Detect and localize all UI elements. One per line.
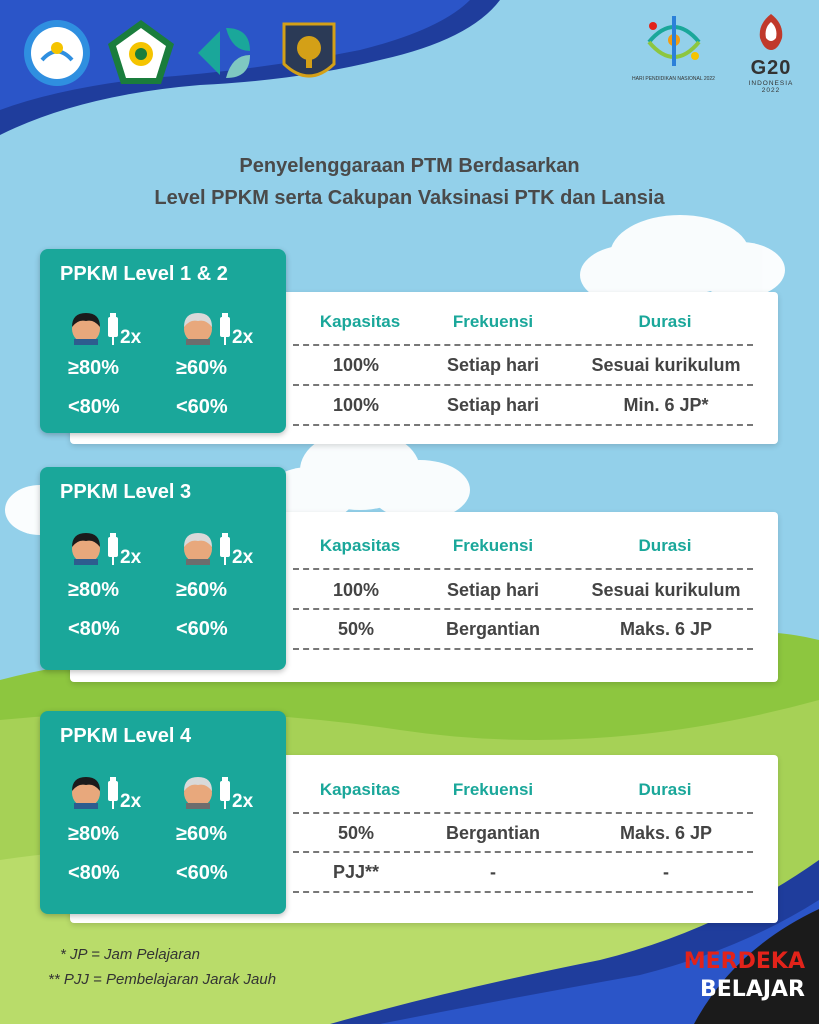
header-frekuensi: Frekuensi [452, 536, 534, 555]
header-frekuensi: Frekuensi [452, 780, 534, 799]
header-durasi: Durasi [638, 536, 692, 555]
header-kapasitas: Kapasitas [319, 536, 401, 555]
ptk-coverage: ≥80% [68, 579, 120, 601]
ptk-coverage: <80% [68, 396, 120, 418]
merdeka-text: MERDEKA [683, 949, 805, 974]
cell-durasi: Sesuai kurikulum [591, 580, 741, 600]
header-frekuensi: Frekuensi [452, 312, 534, 331]
cell-frekuensi: Setiap hari [446, 395, 540, 415]
footnote-pjj: ** PJJ = Pembelajaran Jarak Jauh [48, 971, 277, 988]
dose-label: 2x [120, 547, 142, 568]
level-title: PPKM Level 4 [60, 725, 192, 747]
elderly-face-icon [180, 773, 216, 809]
hari-pendidikan-nasional-logo [626, 12, 721, 82]
teacher-face-icon [68, 529, 104, 565]
row-divider [293, 424, 753, 426]
level-title: PPKM Level 1 & 2 [60, 263, 228, 285]
level-title: PPKM Level 3 [60, 481, 192, 503]
kemenpan-logo-icon [274, 18, 344, 88]
header-durasi: Durasi [638, 780, 692, 799]
g20-title: G20 [750, 57, 792, 79]
g20-year: 2022 [761, 87, 781, 94]
level-1-2-panel [40, 249, 286, 433]
syringe-icon [106, 533, 120, 565]
cell-kapasitas: 100% [332, 395, 380, 415]
logo-group-right [626, 12, 801, 94]
header-durasi: Durasi [638, 312, 692, 331]
row-divider [293, 568, 753, 570]
cell-frekuensi: - [490, 862, 496, 882]
level-3-panel [40, 467, 286, 670]
ptk-coverage: ≥80% [68, 357, 120, 379]
hpn-label: HARI PENDIDIKAN NASIONAL 2022 [632, 76, 715, 82]
g20-logo [741, 12, 801, 94]
syringe-icon [218, 313, 232, 345]
logo-group-left [22, 18, 344, 88]
cell-durasi: Maks. 6 JP [619, 823, 713, 843]
cell-kapasitas: PJJ** [332, 862, 380, 882]
ptk-coverage: ≥80% [68, 823, 120, 845]
lansia-coverage: ≥60% [176, 823, 228, 845]
header-kapasitas: Kapasitas [319, 780, 401, 799]
cell-frekuensi: Setiap hari [446, 580, 540, 600]
cell-kapasitas: 100% [332, 580, 380, 600]
lansia-coverage: <60% [176, 618, 228, 640]
teacher-face-icon [68, 773, 104, 809]
dose-label: 2x [232, 791, 254, 812]
lansia-coverage: <60% [176, 862, 228, 884]
page-title-line1: Penyelenggaraan PTM Berdasarkan [239, 155, 580, 177]
cell-kapasitas: 100% [332, 355, 380, 375]
dose-label: 2x [120, 791, 142, 812]
syringe-icon [106, 313, 120, 345]
g20-kayon-icon [756, 12, 786, 52]
dose-label: 2x [232, 327, 254, 348]
ptk-coverage: <80% [68, 862, 120, 884]
cell-durasi: - [663, 862, 669, 882]
syringe-icon [218, 777, 232, 809]
belajar-text: BELAJAR [700, 977, 805, 1002]
ptk-coverage: <80% [68, 618, 120, 640]
syringe-icon [218, 533, 232, 565]
elderly-face-icon [180, 529, 216, 565]
cell-kapasitas: 50% [337, 619, 375, 639]
kemenkes-logo-icon [190, 18, 260, 88]
syringe-icon [106, 777, 120, 809]
lansia-coverage: ≥60% [176, 579, 228, 601]
lansia-coverage: ≥60% [176, 357, 228, 379]
kemendikbud-logo-icon [22, 18, 92, 88]
merdeka-belajar-logo [684, 948, 805, 1004]
cell-durasi: Sesuai kurikulum [591, 355, 741, 375]
row-divider [293, 891, 753, 893]
cell-frekuensi: Bergantian [445, 619, 541, 639]
cell-frekuensi: Bergantian [445, 823, 541, 843]
footnote-jp: * JP = Jam Pelajaran [60, 946, 200, 963]
cell-kapasitas: 50% [337, 823, 375, 843]
page-title-line2: Level PPKM serta Cakupan Vaksinasi PTK dan Lansia [154, 187, 665, 209]
teacher-face-icon [68, 309, 104, 345]
lansia-coverage: <60% [176, 396, 228, 418]
row-divider [293, 344, 753, 346]
row-divider [293, 608, 753, 610]
dose-label: 2x [120, 327, 142, 348]
cell-durasi: Min. 6 JP* [623, 395, 709, 415]
kemenag-logo-icon [106, 18, 176, 88]
page-title [0, 150, 819, 214]
elderly-face-icon [180, 309, 216, 345]
header-kapasitas: Kapasitas [319, 312, 401, 331]
row-divider [293, 851, 753, 853]
row-divider [293, 812, 753, 814]
level-4-panel [40, 711, 286, 914]
hpn-emblem-icon [639, 12, 709, 74]
g20-country: INDONESIA [748, 80, 794, 87]
cell-frekuensi: Setiap hari [446, 355, 540, 375]
dose-label: 2x [232, 547, 254, 568]
cell-durasi: Maks. 6 JP [619, 619, 713, 639]
row-divider [293, 648, 753, 650]
row-divider [293, 384, 753, 386]
